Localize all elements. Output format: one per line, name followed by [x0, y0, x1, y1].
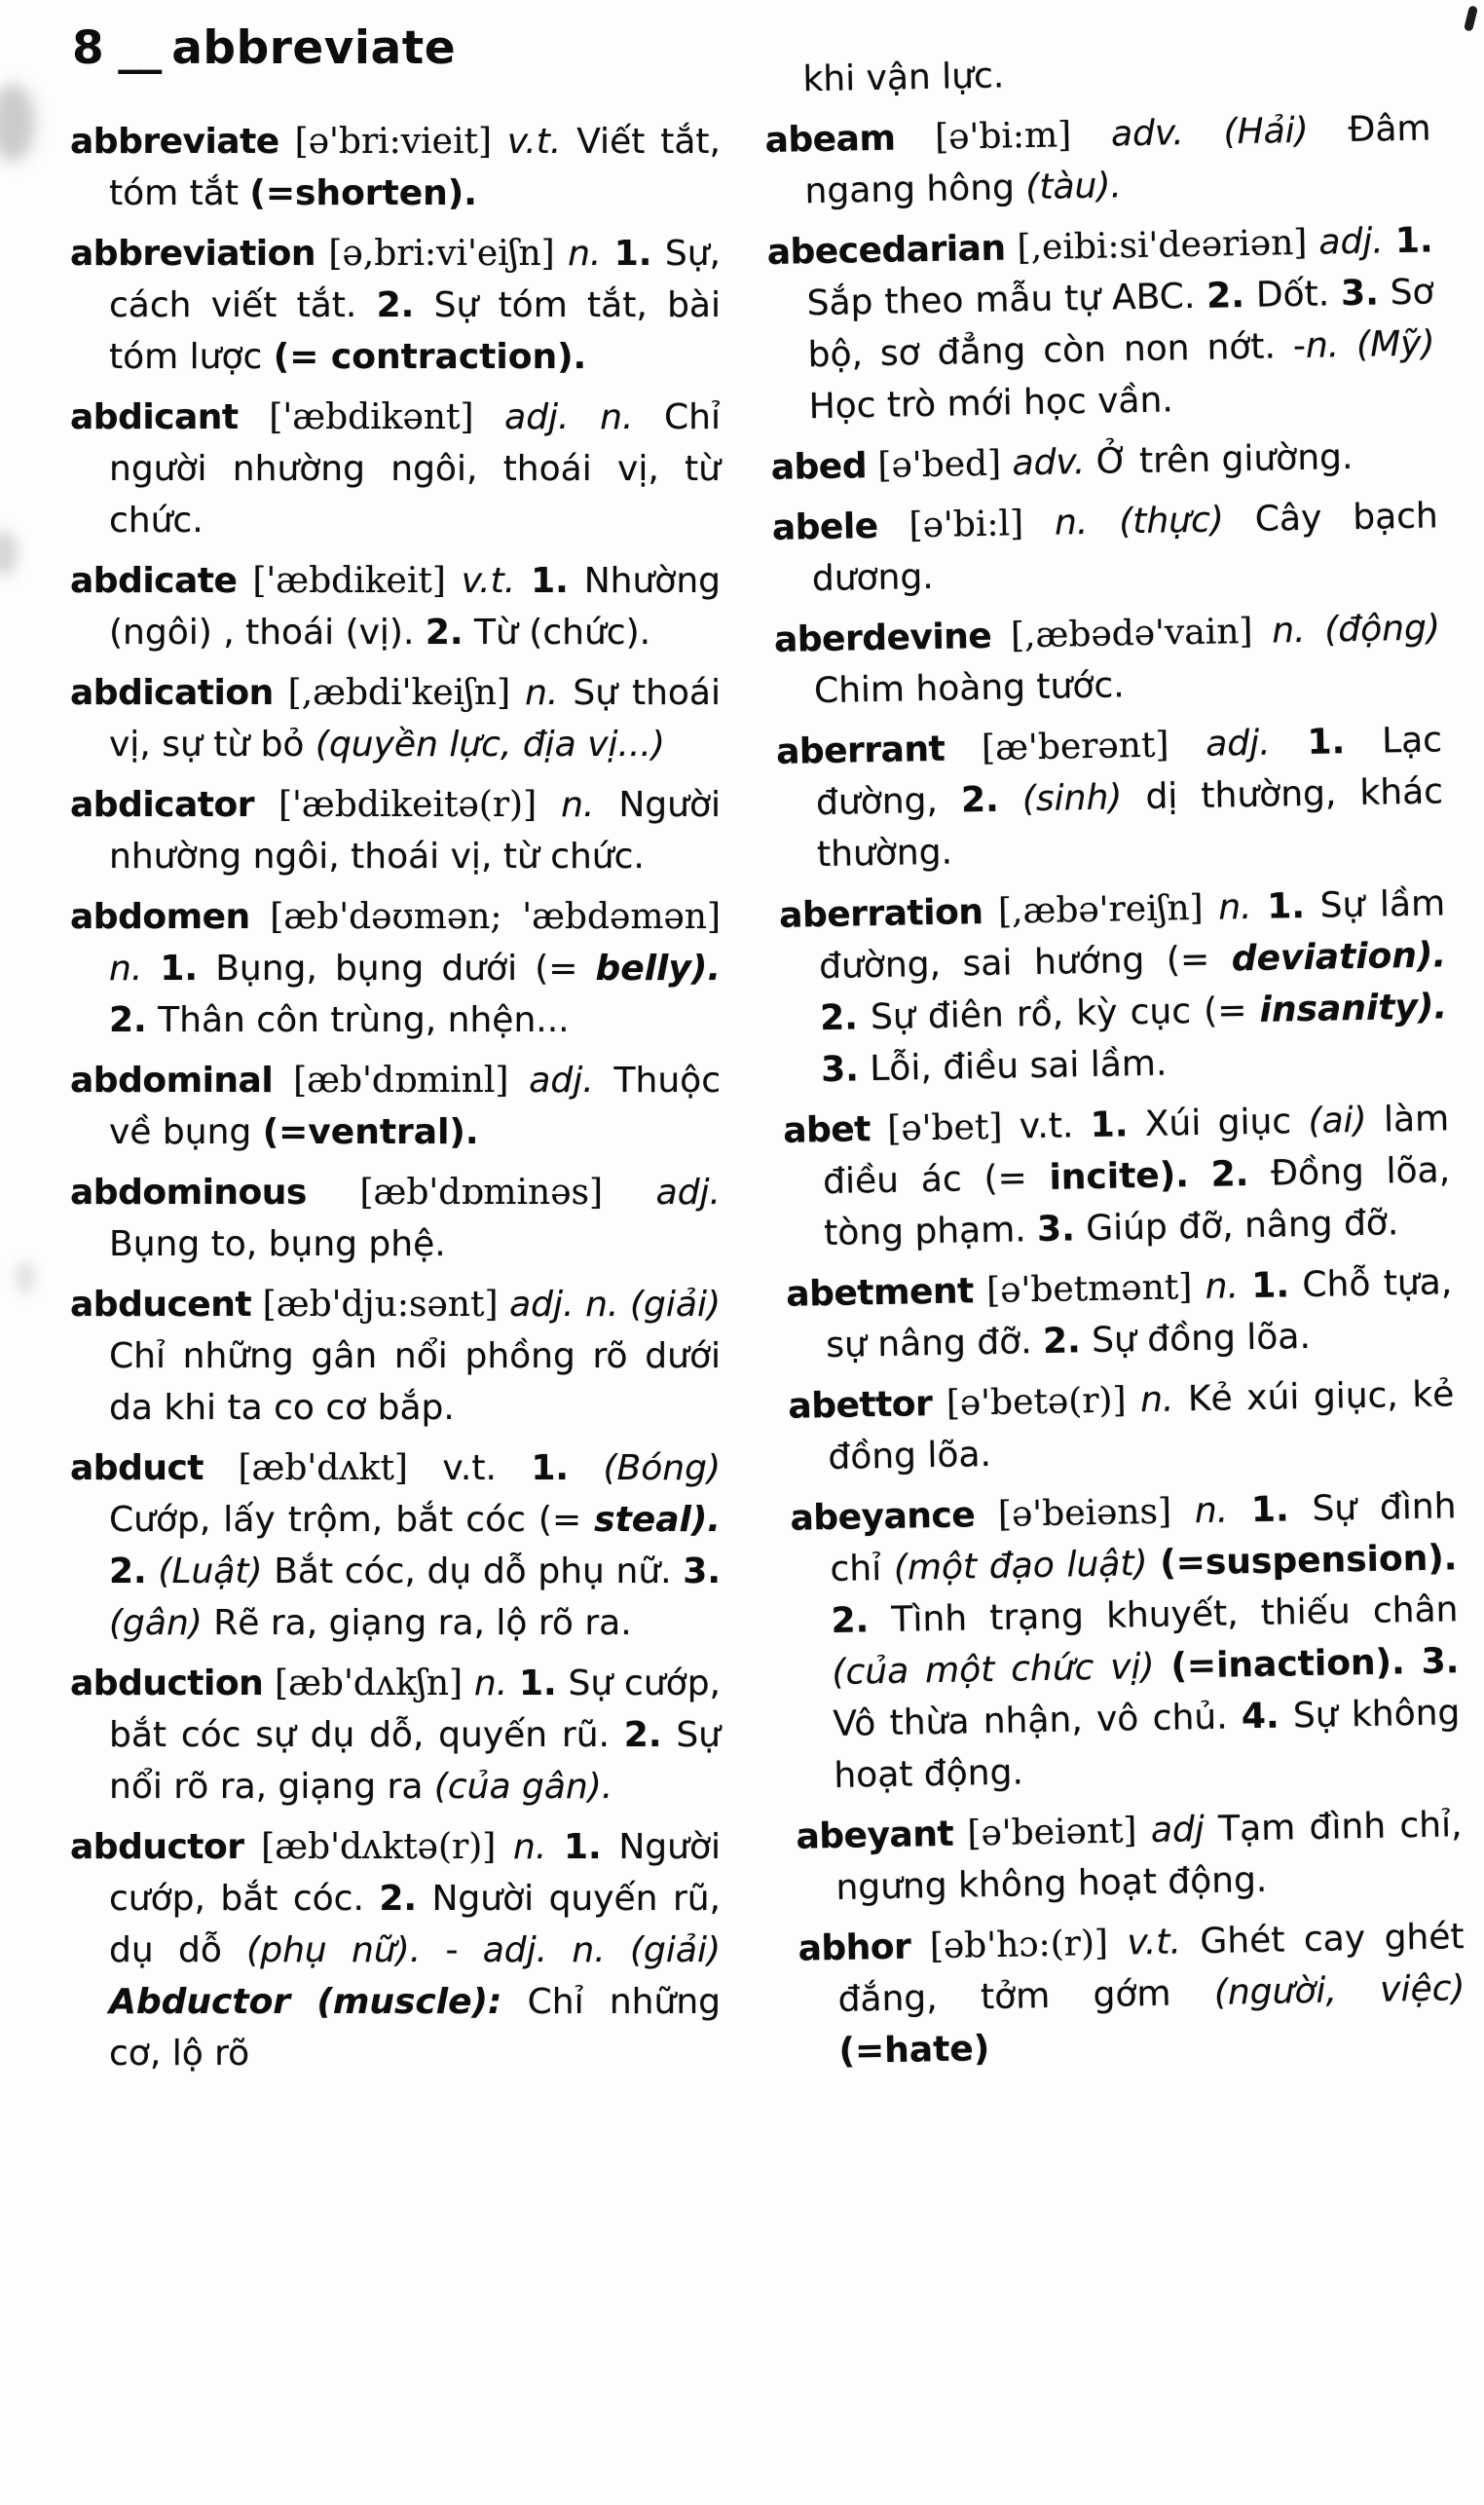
bold-text: incite).: [1049, 1155, 1190, 1198]
definition-text: Dốt.: [1243, 274, 1342, 316]
definition-text: Cây bạch dương.: [811, 496, 1439, 600]
bold-text: (=inaction).: [1170, 1642, 1406, 1687]
dictionary-entry: [790, 1480, 1462, 1802]
bold-text: 1.: [519, 1664, 557, 1703]
definition-text: (=: [535, 949, 596, 989]
italic-label: adj.: [1205, 723, 1271, 765]
bold-text: 1.: [1250, 1489, 1290, 1531]
bold-text: 1.: [613, 234, 652, 274]
italic-label: adj.: [1318, 221, 1385, 263]
definition-text: Rẽ ra, giạng ra, lộ rõ ra.: [202, 1603, 632, 1643]
cross-reference: insanity).: [1259, 987, 1448, 1030]
dictionary-entry: [776, 714, 1445, 881]
italic-label: adj: [1150, 1810, 1206, 1851]
entry-continuation: [763, 42, 1430, 106]
italic-label: (Hải): [1223, 110, 1310, 153]
cross-reference: deviation).: [1231, 935, 1447, 980]
phonetic-transcription: [,æbə'reiʃn]: [983, 887, 1219, 933]
italic-label: n.: [1194, 1490, 1229, 1532]
bold-text: 1.: [1266, 885, 1306, 927]
phonetic-transcription: [ə'bet]: [870, 1106, 1020, 1150]
definition-text: Chim hoàng tước.: [813, 665, 1125, 712]
dictionary-entry: [70, 779, 721, 882]
headword: abduct: [70, 1448, 204, 1488]
dictionary-entry: [70, 1055, 721, 1158]
definition-text: Chỉ những gân nổi phồng rõ dưới da khi ta co cơ bắp.: [109, 1336, 721, 1428]
definition-text: Vô thừa nhận, vô chủ.: [833, 1697, 1243, 1744]
definition-text: làm điều ác (=: [822, 1099, 1450, 1203]
bold-text: 3.: [683, 1552, 721, 1591]
phonetic-transcription: [ə'bi:l]: [877, 503, 1056, 546]
dictionary-entry: [70, 392, 721, 546]
dictionary-entry: [764, 102, 1432, 218]
bold-text: 4.: [1241, 1696, 1280, 1738]
phonetic-transcription: ['æbdikeitə(r)]: [254, 785, 562, 825]
italic-label: n.: [1217, 886, 1252, 928]
headword: abducent: [70, 1285, 252, 1325]
definition-text: [1339, 325, 1357, 365]
headword: abdicant: [70, 397, 239, 437]
phonetic-transcription: [æb'dɒminl]: [273, 1061, 530, 1101]
definition-text: Học trò mới học vần.: [808, 380, 1174, 428]
phonetic-transcription: [æb'dʌkʃn]: [263, 1664, 474, 1703]
bold-text: 3.: [1340, 273, 1380, 315]
definition-text: Tình trạng khuyết, thiếu chân: [868, 1589, 1459, 1641]
bold-text: 2.: [1210, 1154, 1249, 1195]
headword: abdicator: [70, 785, 254, 825]
definition-text: [1305, 611, 1325, 651]
definition-text: Chỉ người nhường ngôi, thoái vị, từ chức.: [109, 397, 721, 541]
definition-text: Sự tóm tắt, bài tóm lược: [109, 285, 721, 377]
italic-label: (Luật): [158, 1552, 263, 1591]
italic-label: n.: [1205, 1266, 1240, 1307]
guide-separator: __: [118, 21, 161, 75]
headword: aberration: [778, 892, 983, 936]
definition-text: Chỉ những cơ, lộ rõ: [109, 1982, 721, 2074]
headword: abdomen: [70, 897, 250, 937]
italic-label: n.: [513, 1827, 547, 1867]
bold-text: 2.: [109, 1552, 147, 1591]
definition-text: Nhường (ngôi) , thoái (vị).: [109, 561, 721, 653]
definition-text: [569, 1448, 603, 1488]
column-right: [763, 42, 1466, 2087]
definition-text: [1228, 1490, 1252, 1530]
definition-text: [1154, 1647, 1171, 1687]
dictionary-entry: [70, 228, 721, 383]
cross-reference: belly).: [595, 949, 721, 989]
dictionary-entry: [70, 1442, 721, 1649]
italic-label: adv.: [1110, 113, 1185, 155]
definition-text: [1404, 1642, 1422, 1682]
definition-text: Sự thoái vị, sự từ bỏ: [109, 673, 721, 765]
headword: abdicate: [70, 561, 238, 601]
phonetic-transcription: [æb'dɒminəs]: [306, 1173, 656, 1213]
headword: abdication: [70, 673, 274, 713]
definition-text: Đồng lõa, tòng phạm.: [823, 1150, 1451, 1254]
headword: abecedarian: [766, 228, 1006, 273]
dictionary-entry: [796, 1799, 1464, 1915]
dictionary-entry: [774, 602, 1442, 718]
definition-text: Bắt cóc, dụ dỗ phụ nữ.: [262, 1552, 684, 1591]
phonetic-transcription: ['æbdikənt]: [238, 397, 505, 437]
italic-label: adj. n. (giải): [482, 1930, 721, 1970]
phonetic-transcription: [ə'bri:vieit]: [278, 122, 507, 162]
bold-text: 1.: [1307, 722, 1346, 763]
phonetic-transcription: [,eibi:si'deəriən]: [1005, 222, 1319, 269]
italic-label: (Mỹ): [1355, 323, 1435, 365]
definition-text: [1188, 1155, 1211, 1195]
italic-label: n.: [561, 785, 595, 825]
italic-label: v.t.: [506, 122, 562, 162]
bold-text: 2.: [379, 1879, 418, 1919]
dictionary-entry: [770, 430, 1437, 494]
italic-label: (tàu).: [1024, 166, 1123, 208]
italic-label: n.: [1271, 610, 1306, 652]
definition-text: v.t.: [442, 1448, 532, 1488]
italic-label: (một đạo luật): [893, 1544, 1148, 1589]
italic-label: n.: [1305, 325, 1340, 366]
headword: abductor: [70, 1827, 244, 1867]
definition-text: Sơ bộ, sơ đẳng còn non nớt. -: [807, 272, 1434, 376]
definition-text: Người nhường ngôi, thoái vị, từ chức.: [109, 785, 721, 877]
bold-text: 2.: [1042, 1321, 1082, 1362]
dictionary-entry: [798, 1911, 1466, 2078]
definition-text: [515, 561, 531, 601]
dictionary-entry: [70, 1821, 721, 2079]
definition-text: [601, 234, 613, 274]
definition-text: -: [421, 1930, 483, 1970]
headword: abet: [782, 1109, 872, 1151]
definition-text: [1147, 1544, 1160, 1584]
bold-text: 2.: [109, 1000, 147, 1040]
page-content: [70, 14, 1465, 2088]
italic-label: adj. n. (giải): [509, 1285, 721, 1325]
dictionary-entry: [766, 214, 1436, 432]
definition-text: Sự nổi rõ ra, giạng ra: [109, 1715, 721, 1807]
headword: abhor: [798, 1926, 911, 1969]
bold-text: 2.: [960, 779, 1000, 821]
italic-label: (quyền lực, địa vị...): [315, 725, 665, 765]
headword: abbreviate: [70, 122, 279, 162]
definition-text: Viết tắt, tóm tắt: [109, 122, 721, 213]
bold-text: 1.: [1090, 1104, 1129, 1146]
dictionary-entry: [70, 891, 721, 1046]
italic-label: (sinh): [1021, 777, 1123, 820]
guide-word: abbreviate: [171, 21, 457, 75]
phonetic-transcription: [æb'dʌktə(r)]: [243, 1827, 513, 1867]
bold-text: (=ventral).: [262, 1112, 479, 1152]
phonetic-transcription: [ə'beiənt]: [952, 1811, 1152, 1854]
definition-text: [1088, 502, 1120, 542]
definition-text: Sự đồng lõa.: [1080, 1316, 1312, 1362]
definition-text: [147, 1552, 159, 1591]
headword: abettor: [788, 1384, 933, 1427]
headword: abbreviation: [70, 234, 316, 274]
definition-text: Đâm ngang hông: [804, 108, 1431, 212]
phonetic-transcription: ['æbdikeit]: [237, 561, 462, 601]
definition-text: Từ (chức).: [463, 613, 651, 653]
definition-text: Cướp, lấy trộm, bắt cóc (=: [109, 1500, 595, 1540]
dictionary-entry: [70, 667, 721, 770]
definition-text: Chỗ tựa, sự nâng đỡ.: [825, 1262, 1453, 1366]
bold-text: 2.: [376, 285, 415, 325]
headword: abduction: [70, 1664, 264, 1703]
bold-text: (=shorten).: [249, 173, 477, 213]
definition-text: khi vận lực.: [802, 56, 1005, 100]
definition-text: Sự điên rồ, kỳ cục (=: [857, 990, 1260, 1038]
dictionary-entry: [779, 878, 1449, 1096]
bold-text: 2.: [425, 613, 464, 653]
definition-text: Tạm đình chỉ, ngưng không hoạt động.: [835, 1805, 1463, 1908]
headword: abdominal: [70, 1061, 274, 1101]
headword: abeyant: [796, 1813, 954, 1857]
bold-text: 1.: [531, 1448, 570, 1488]
headword: abdominous: [70, 1173, 307, 1213]
definition-text: [1183, 112, 1224, 153]
definition-text: Sắp theo mẫu tự ABC.: [806, 276, 1207, 324]
italic-label: adv.: [1012, 442, 1086, 484]
headword: abed: [770, 446, 868, 488]
bold-text: 1.: [531, 561, 569, 601]
definition-text: [1239, 1266, 1252, 1306]
headword: abetment: [785, 1271, 975, 1315]
cross-reference: steal).: [594, 1500, 721, 1540]
scan-artifact: [0, 531, 18, 576]
italic-label: (thực): [1118, 500, 1225, 542]
italic-label: n.: [109, 949, 143, 989]
italic-label: n.: [568, 234, 602, 274]
definition-text: Lỗi, điều sai lầm.: [858, 1043, 1168, 1090]
italic-label: (động): [1323, 608, 1441, 651]
italic-label: n.: [525, 673, 559, 713]
phonetic-transcription: [ə,bri:vi'eiʃn]: [315, 234, 569, 274]
phonetic-transcription: [æb'dju:sənt]: [251, 1285, 510, 1325]
bold-text: (=hate): [838, 2029, 990, 2072]
italic-label: v.t.: [1127, 1922, 1182, 1963]
phonetic-transcription: [æb'dʌkt]: [204, 1448, 443, 1488]
bold-text: 1.: [563, 1827, 602, 1867]
dictionary-entry: [786, 1256, 1454, 1372]
italic-label: (gân): [109, 1603, 203, 1643]
italic-label: n.: [1139, 1379, 1174, 1421]
headword: abeyance: [790, 1495, 976, 1539]
dictionary-entry: [783, 1093, 1452, 1260]
definition-text: [1383, 221, 1395, 261]
definition-text: Sự, cách viết tắt.: [109, 234, 721, 325]
definition-text: [1270, 723, 1308, 764]
italic-label: (của một chức vị): [832, 1646, 1155, 1693]
definition-text: Xúi giục: [1128, 1101, 1309, 1145]
bold-text: 3.: [1036, 1209, 1076, 1251]
bold-text: 1.: [1394, 220, 1433, 262]
page-number: 8: [72, 21, 105, 75]
definition-text: Sự đình chỉ: [830, 1486, 1457, 1590]
italic-label: v.t.: [461, 561, 516, 601]
definition-text: Lạc đường,: [815, 720, 1443, 824]
definition-text: Sự không hoạt động.: [834, 1693, 1461, 1796]
definition-text: [1251, 887, 1267, 927]
definition-text: [998, 779, 1022, 819]
phonetic-transcription: [æb'dəʊmən; 'æbdəmən]: [249, 897, 721, 937]
italic-label: n.: [473, 1664, 508, 1703]
definition-text: Kẻ xúi giục, kẻ đồng lõa.: [828, 1374, 1455, 1478]
definition-text: Thân côn trùng, nhện...: [146, 1000, 570, 1040]
bold-text: 1.: [160, 949, 199, 989]
cross-reference: Abductor (muscle):: [109, 1982, 502, 2022]
phonetic-transcription: [,æbədə'vain]: [990, 611, 1273, 656]
definition-text: Sự cướp, bắt cóc sự dụ dỗ, quyến rũ.: [109, 1664, 721, 1755]
dictionary-entry: [70, 116, 721, 219]
headword: aberrant: [775, 729, 946, 772]
definition-text: Ở trên giường.: [1084, 436, 1354, 483]
scan-artifact: [0, 84, 35, 162]
phonetic-transcription: [əb'hɔ:(r)]: [909, 1923, 1128, 1967]
bold-text: 2.: [1206, 275, 1245, 317]
phonetic-transcription: [ə'betmənt]: [973, 1266, 1206, 1312]
definition-text: Người quyến rũ, dụ dỗ: [109, 1879, 722, 1970]
dictionary-entry: [70, 555, 721, 658]
italic-label: (của gân).: [433, 1767, 613, 1807]
italic-label: (Bóng): [603, 1448, 721, 1488]
dictionary-entry: [771, 490, 1439, 606]
bold-text: (= contraction).: [273, 337, 587, 377]
phonetic-transcription: [ə'beiəns]: [974, 1491, 1196, 1536]
italic-label: adj.: [529, 1061, 594, 1101]
definition-text: dị thường, khác thường.: [816, 771, 1444, 876]
italic-label: adj. n.: [504, 397, 634, 437]
definition-text: Giúp đỡ, nâng đỡ.: [1074, 1203, 1399, 1250]
column-left: [70, 14, 721, 2088]
definition-text: Ghét cay ghét đắng, tởm gớm: [837, 1917, 1465, 2020]
bold-text: 2.: [831, 1600, 870, 1641]
definition-text: [507, 1664, 519, 1703]
bold-text: 2.: [623, 1715, 662, 1755]
page-header: [72, 21, 721, 75]
headword: abele: [771, 505, 879, 548]
phonetic-transcription: [,æbdi'keiʃn]: [273, 673, 526, 713]
italic-label: n.: [1054, 502, 1089, 543]
scan-artifact: [16, 1261, 35, 1294]
entries-left: [70, 116, 721, 2079]
bold-text: 3.: [820, 1049, 860, 1091]
definition-text: [546, 1827, 564, 1867]
italic-label: (người, việc): [1213, 1968, 1465, 2013]
dictionary-entry: [788, 1368, 1456, 1484]
headword: aberdevine: [773, 616, 992, 660]
scan-artifact: [1464, 5, 1478, 31]
definition-text: [142, 949, 160, 989]
phonetic-transcription: [ə'bed]: [866, 443, 1013, 487]
dictionary-entry: [70, 1658, 721, 1813]
definition-text: Người cướp, bắt cóc.: [109, 1827, 721, 1919]
phonetic-transcription: [æ'berənt]: [944, 724, 1206, 769]
italic-label: (ai): [1308, 1100, 1368, 1141]
definition-text: Bụng to, bụng phệ.: [109, 1224, 446, 1264]
bold-text: 3.: [1421, 1641, 1460, 1682]
bold-text: 1.: [1250, 1265, 1290, 1307]
definition-text: Thuộc về bụng: [109, 1061, 721, 1152]
phonetic-transcription: [ə'bi:m]: [895, 114, 1112, 159]
italic-label: (phụ nữ).: [246, 1930, 422, 1970]
headword: abeam: [764, 118, 896, 161]
dictionary-entry: [70, 1167, 721, 1270]
definition-text: Bụng, bụng dưới: [198, 949, 536, 989]
definition-text: Sự lầm đường, sai hướng (=: [818, 883, 1446, 988]
bold-text: (=suspension).: [1159, 1538, 1458, 1584]
dictionary-entry: [70, 1279, 721, 1434]
definition-text: v.t.: [1019, 1105, 1092, 1147]
phonetic-transcription: [ə'betə(r)]: [931, 1380, 1141, 1425]
italic-label: adj.: [655, 1173, 721, 1213]
bold-text: 2.: [819, 997, 859, 1039]
